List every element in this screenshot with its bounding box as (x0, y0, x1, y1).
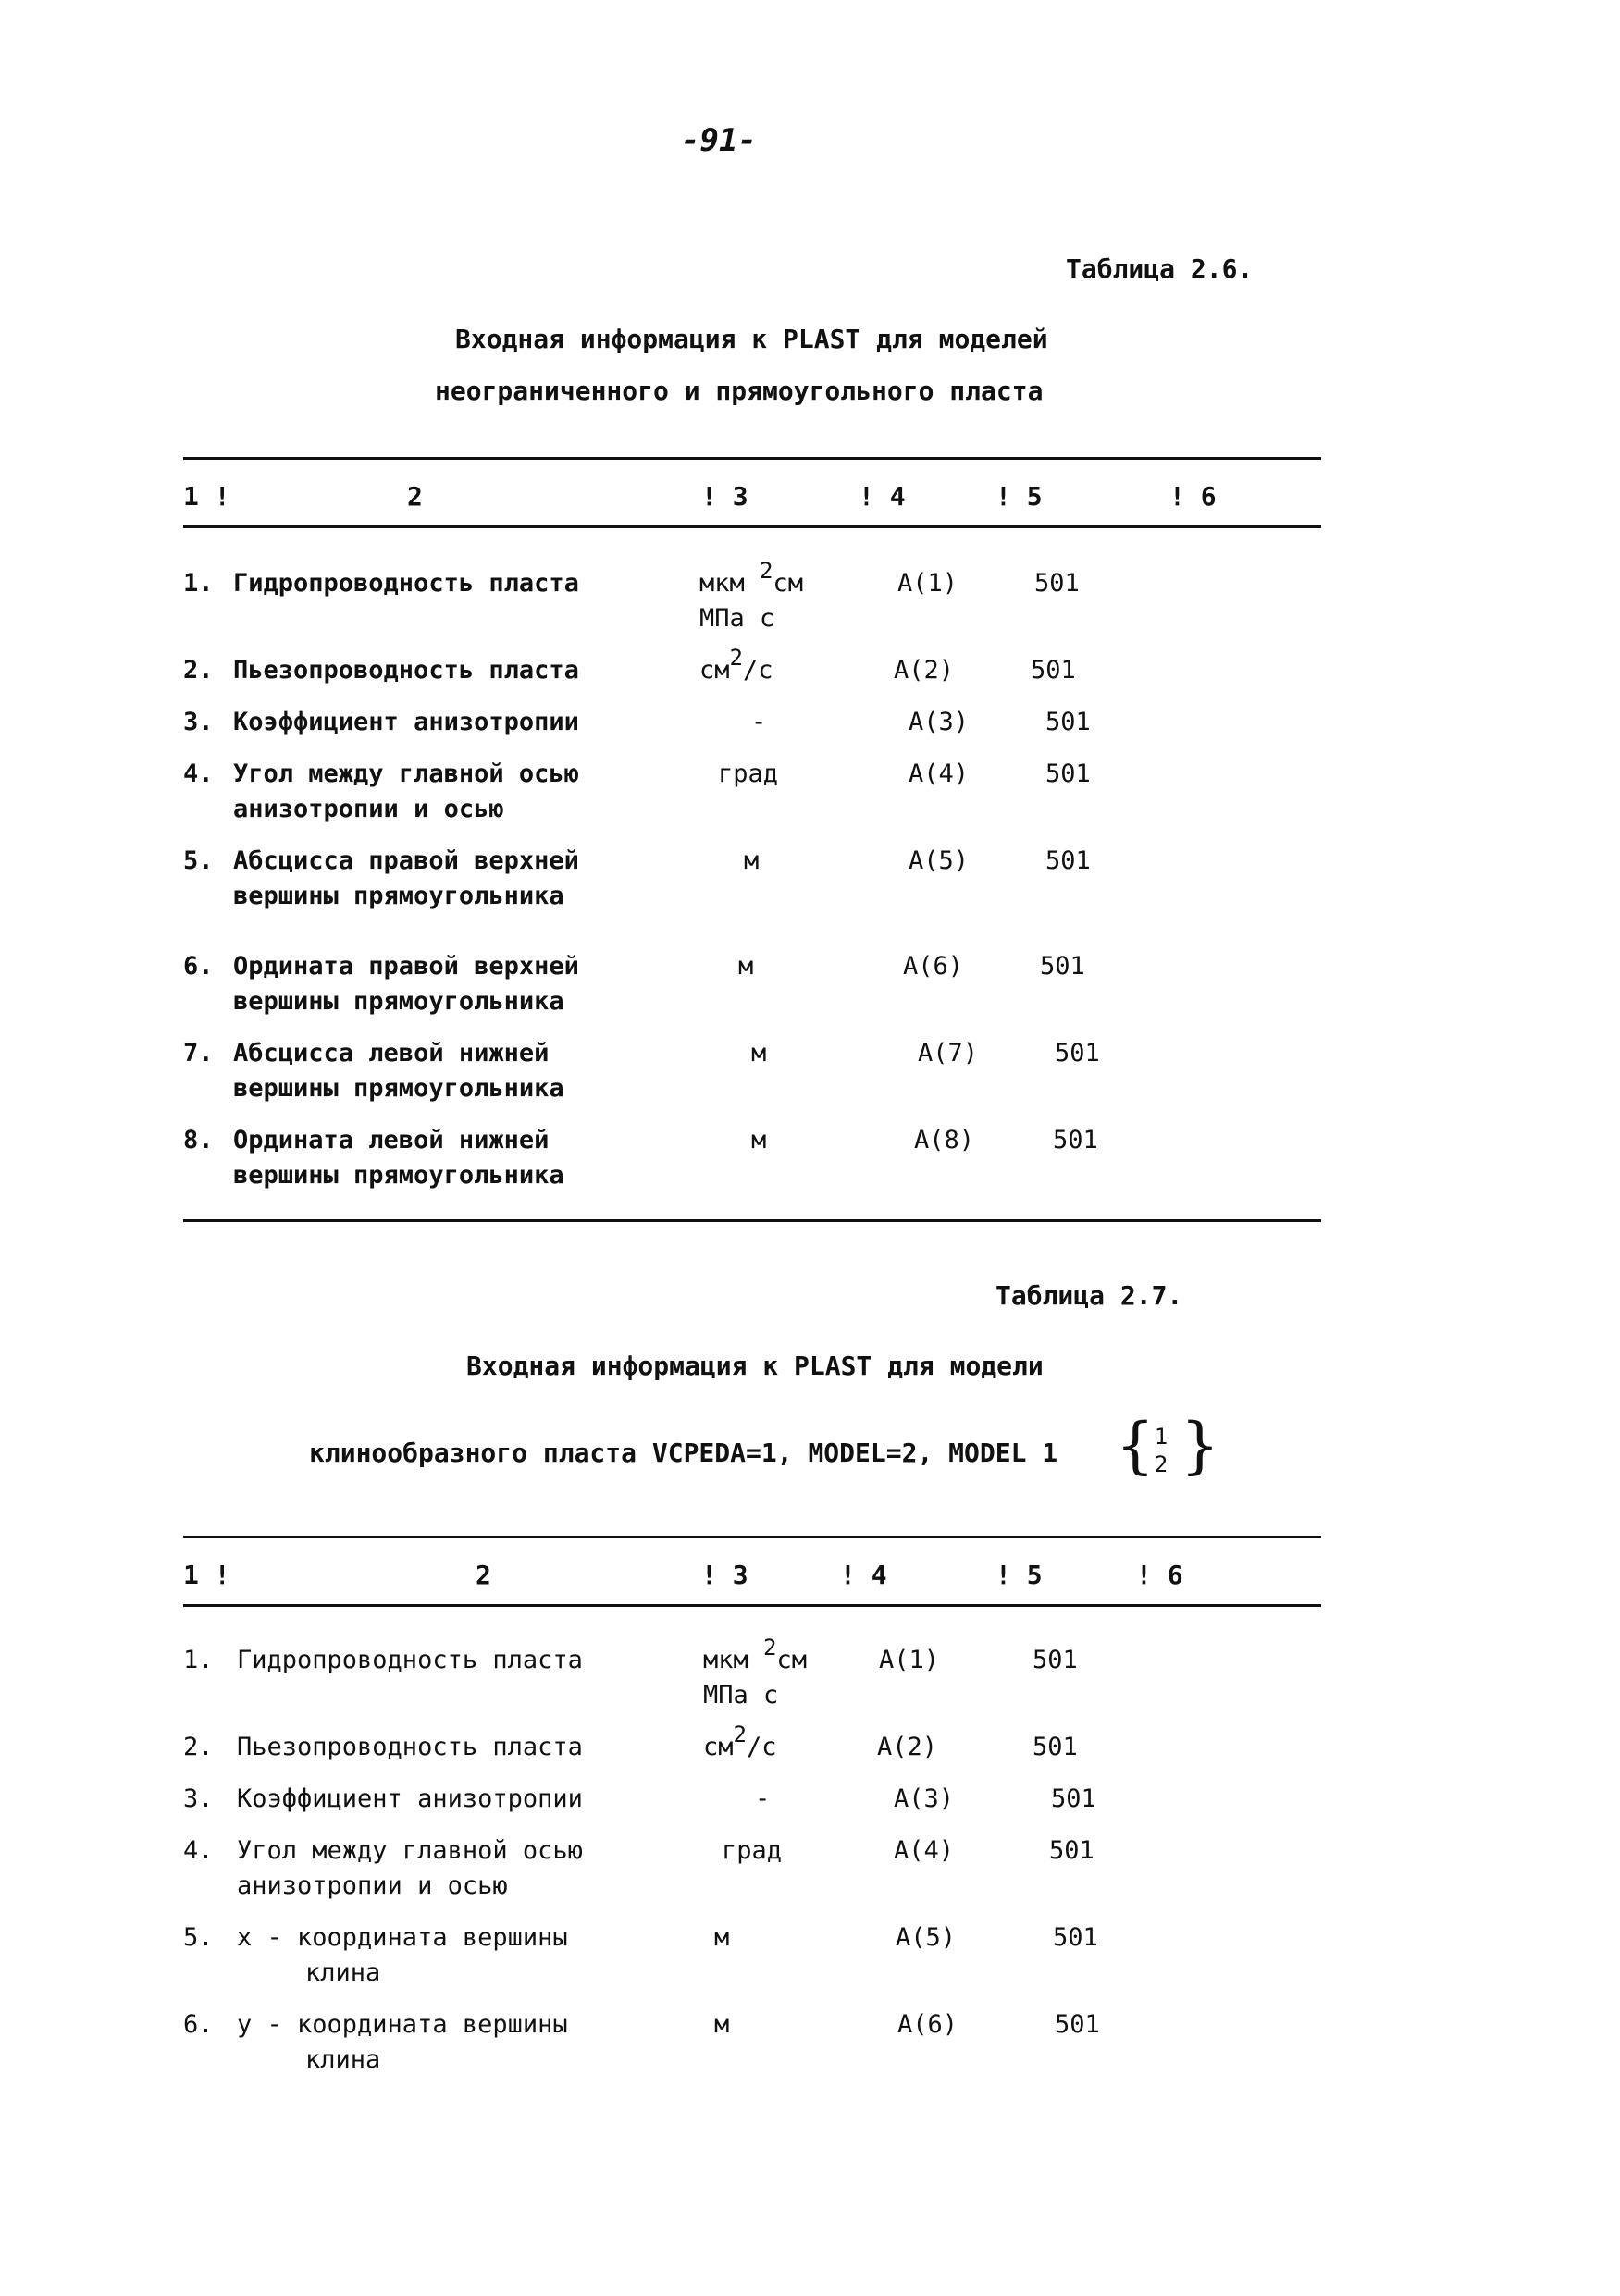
unit: мкм $^2$см МПа с (699, 558, 804, 633)
variable-code: A(3) (909, 708, 970, 736)
unit: мкм $^2$см МПа с (703, 1635, 808, 1710)
format-value: 501 (1045, 846, 1091, 875)
column-header: ! 3 (701, 481, 748, 512)
row-number: 5. (183, 846, 214, 875)
format-value: 501 (1055, 2010, 1100, 2039)
variable-code: A(4) (894, 1836, 955, 1865)
column-header: ! 6 (1136, 1560, 1183, 1590)
format-value: 501 (1045, 759, 1091, 788)
row-number: 2. (183, 1733, 214, 1761)
parameter-name: Пьезопроводность пласта (237, 1733, 583, 1761)
column-header: ! 4 (840, 1560, 887, 1590)
parameter-name: Абсцисса левой нижней вершины прямоугольника (233, 1039, 564, 1103)
variable-code: A(5) (909, 846, 970, 875)
left-brace: { (1116, 1410, 1155, 1481)
table-rule (183, 1536, 1321, 1538)
unit: м (744, 846, 760, 875)
row-number: 3. (183, 708, 214, 736)
variable-code: A(5) (896, 1923, 957, 1952)
unit: $см^2/с$ (703, 1722, 777, 1761)
column-header: 2 (476, 1560, 491, 1590)
table-title: клинообразного пласта VCPEDA=1, MODEL=2, MODEL 1 (309, 1438, 1058, 1468)
format-value: 501 (1031, 656, 1076, 685)
parameter-name: Угол между главной осью анизотропии и осью (233, 759, 579, 823)
parameter-name: Абсцисса правой верхней вершины прямоугольника (233, 846, 579, 910)
model-values: 1 2 (1154, 1424, 1169, 1477)
unit: м (714, 2010, 730, 2039)
variable-code: A(3) (894, 1784, 955, 1813)
column-header: ! 4 (859, 481, 906, 512)
table-caption: Таблица 2.6. (1066, 253, 1254, 284)
row-number: 2. (183, 656, 214, 685)
column-header: 1 ! (183, 1560, 230, 1590)
unit: м (714, 1923, 730, 1952)
table-title: Входная информация к PLAST для моделей (455, 324, 1048, 354)
unit: - (755, 1784, 771, 1813)
row-number: 6. (183, 952, 214, 981)
table-caption: Таблица 2.7. (995, 1280, 1183, 1311)
row-number: 4. (183, 759, 214, 788)
table-title: неограниченного и прямоугольного пласта (435, 376, 1044, 406)
variable-code: A(2) (894, 656, 955, 685)
format-value: 501 (1055, 1039, 1100, 1068)
column-header: ! 5 (995, 1560, 1043, 1590)
variable-code: A(8) (914, 1126, 975, 1154)
row-number: 7. (183, 1039, 214, 1068)
parameter-name: x - координата вершины клина (237, 1923, 568, 1987)
right-brace: } (1181, 1410, 1219, 1481)
format-value: 501 (1049, 1836, 1094, 1865)
column-header: 1 ! (183, 481, 230, 512)
parameter-name: Коэффициент анизотропии (237, 1784, 583, 1813)
parameter-name: Ордината правой верхней вершины прямоугольника (233, 952, 579, 1016)
variable-code: A(4) (909, 759, 970, 788)
format-value: 501 (1053, 1126, 1098, 1154)
table-rule (183, 525, 1321, 528)
table-rule (183, 1604, 1321, 1607)
unit: м (751, 1126, 767, 1154)
parameter-name: Ордината левой нижней вершины прямоугольника (233, 1126, 564, 1190)
format-value: 501 (1045, 708, 1091, 736)
unit: град (718, 759, 779, 788)
variable-code: A(6) (897, 2010, 958, 2039)
variable-code: A(7) (918, 1039, 979, 1068)
table-rule (183, 1219, 1321, 1222)
parameter-name: Гидропроводность пласта (233, 569, 579, 598)
parameter-name: Пьезопроводность пласта (233, 656, 579, 685)
format-value: 501 (1051, 1784, 1096, 1813)
variable-code: A(2) (877, 1733, 938, 1761)
parameter-name: Коэффициент анизотропии (233, 708, 579, 736)
parameter-name: Угол между главной осью анизотропии и осью (237, 1836, 583, 1900)
table-title: Входная информация к PLAST для модели (466, 1351, 1044, 1381)
variable-code: A(1) (897, 569, 958, 598)
row-number: 5. (183, 1923, 214, 1952)
column-header: ! 6 (1169, 481, 1217, 512)
column-header: ! 3 (701, 1560, 748, 1590)
row-number: 1. (183, 569, 214, 598)
row-number: 3. (183, 1784, 214, 1813)
unit: $см^2/с$ (699, 645, 773, 685)
format-value: 501 (1034, 569, 1080, 598)
column-header: ! 5 (995, 481, 1043, 512)
unit: град (722, 1836, 783, 1865)
row-number: 8. (183, 1126, 214, 1154)
variable-code: A(6) (903, 952, 964, 981)
parameter-name: y - координата вершины клина (237, 2010, 568, 2074)
unit: м (751, 1039, 767, 1068)
row-number: 6. (183, 2010, 214, 2039)
page-number: -91- (681, 122, 757, 159)
parameter-name: Гидропроводность пласта (237, 1646, 583, 1674)
format-value: 501 (1033, 1646, 1078, 1674)
table-rule (183, 457, 1321, 460)
format-value: 501 (1040, 952, 1085, 981)
unit: м (738, 952, 754, 981)
variable-code: A(1) (879, 1646, 940, 1674)
row-number: 4. (183, 1836, 214, 1865)
format-value: 501 (1053, 1923, 1098, 1952)
column-header: 2 (407, 481, 423, 512)
unit: - (751, 708, 767, 736)
format-value: 501 (1033, 1733, 1078, 1761)
row-number: 1. (183, 1646, 214, 1674)
